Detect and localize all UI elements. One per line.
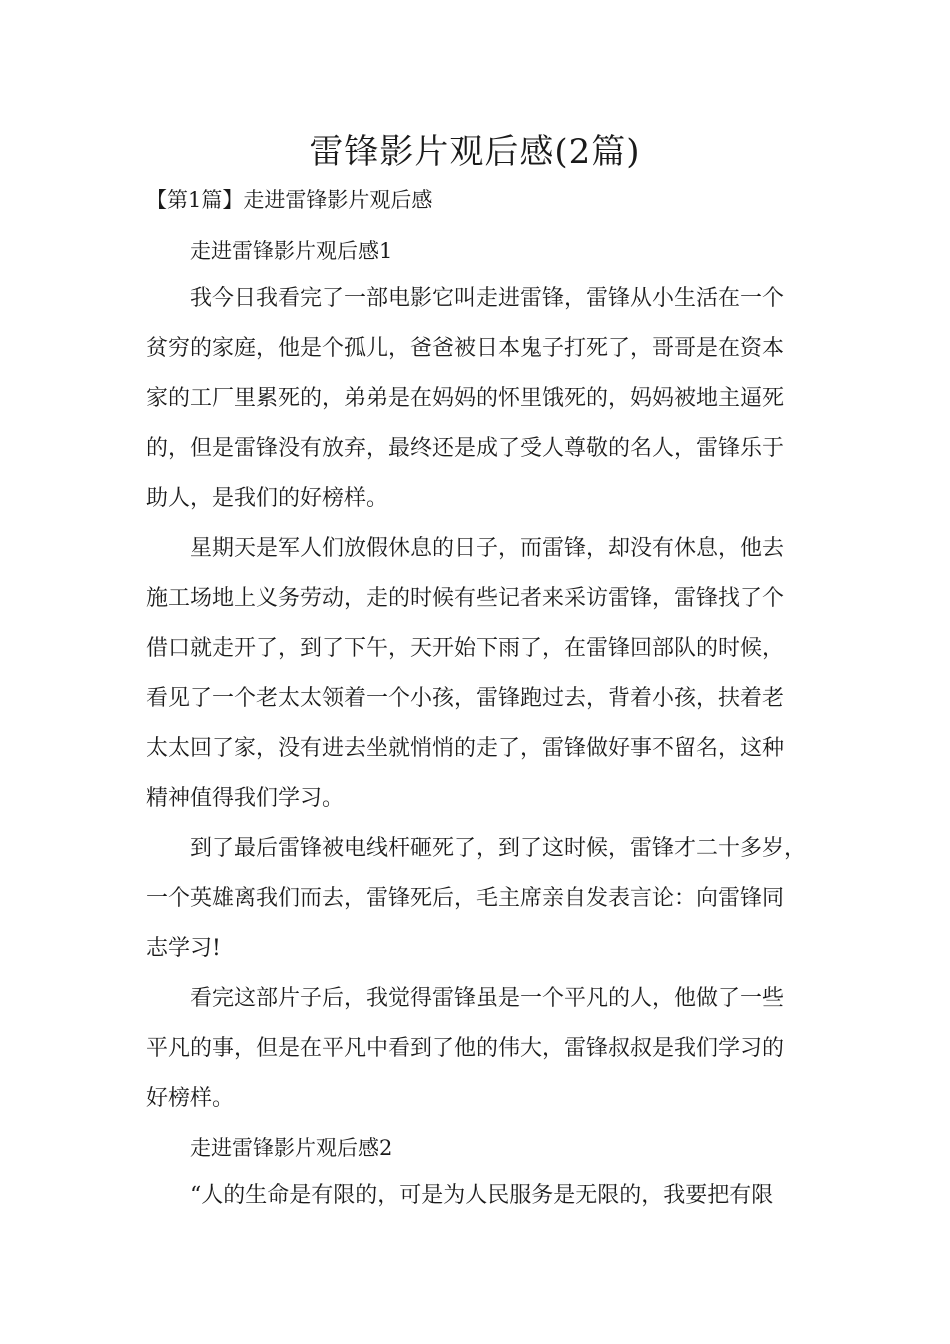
- paragraph-line: 好榜样。: [146, 1086, 235, 1111]
- paragraph-line: “人的生命是有限的，可是为人民服务是无限的，我要把有限: [190, 1183, 774, 1208]
- paragraph-3: [146, 824, 811, 974]
- paragraph-line: 借口就走开了，到了下午，天开始下雨了，在雷锋回部队的时候，: [146, 636, 785, 661]
- document-title: 雷锋影片观后感(2篇): [309, 132, 641, 172]
- paragraph-4: [146, 974, 811, 1124]
- paragraph-line: 精神值得我们学习。: [146, 786, 345, 811]
- paragraph-line: 助人，是我们的好榜样。: [146, 486, 389, 511]
- paragraph-2: [146, 524, 811, 824]
- paragraph-line: 到了最后雷锋被电线杆砸死了，到了这时候，雷锋才二十多岁，: [190, 836, 807, 861]
- paragraph-line: 贫穷的家庭，他是个孤儿，爸爸被日本鬼子打死了，哥哥是在资本: [146, 336, 785, 361]
- paragraph-1: [146, 274, 811, 524]
- paragraph-line: 家的工厂里累死的，弟弟是在妈妈的怀里饿死的，妈妈被地主逼死: [146, 386, 785, 411]
- paragraph-line: 看完这部片子后，我觉得雷锋虽是一个平凡的人，他做了一些: [190, 986, 785, 1011]
- paragraph-line: 的，但是雷锋没有放弃，最终还是成了受人尊敬的名人，雷锋乐于: [146, 436, 785, 461]
- paragraph-line: 太太回了家，没有进去坐就悄悄的走了，雷锋做好事不留名，这种: [146, 736, 785, 761]
- paragraph-line: 看见了一个老太太领着一个小孩，雷锋跑过去，背着小孩，扶着老: [146, 686, 785, 711]
- paragraph-line: 星期天是军人们放假休息的日子，而雷锋，却没有休息，他去: [190, 536, 785, 561]
- paragraph-line: 志学习!: [146, 936, 221, 961]
- paragraph-line: 施工场地上义务劳动，走的时候有些记者来采访雷锋，雷锋找了个: [146, 586, 785, 611]
- sub-heading-1: 走进雷锋影片观后感1: [190, 239, 393, 263]
- section-heading: 【第1篇】走进雷锋影片观后感: [146, 188, 433, 212]
- paragraph-line: 平凡的事，但是在平凡中看到了他的伟大，雷锋叔叔是我们学习的: [146, 1036, 785, 1061]
- paragraph-line: 我今日我看完了一部电影它叫走进雷锋，雷锋从小生活在一个: [190, 286, 785, 311]
- sub-heading-2: 走进雷锋影片观后感2: [190, 1136, 393, 1160]
- paragraph-line: 一个英雄离我们而去，雷锋死后，毛主席亲自发表言论：向雷锋同: [146, 886, 785, 911]
- paragraph-5: [146, 1171, 811, 1221]
